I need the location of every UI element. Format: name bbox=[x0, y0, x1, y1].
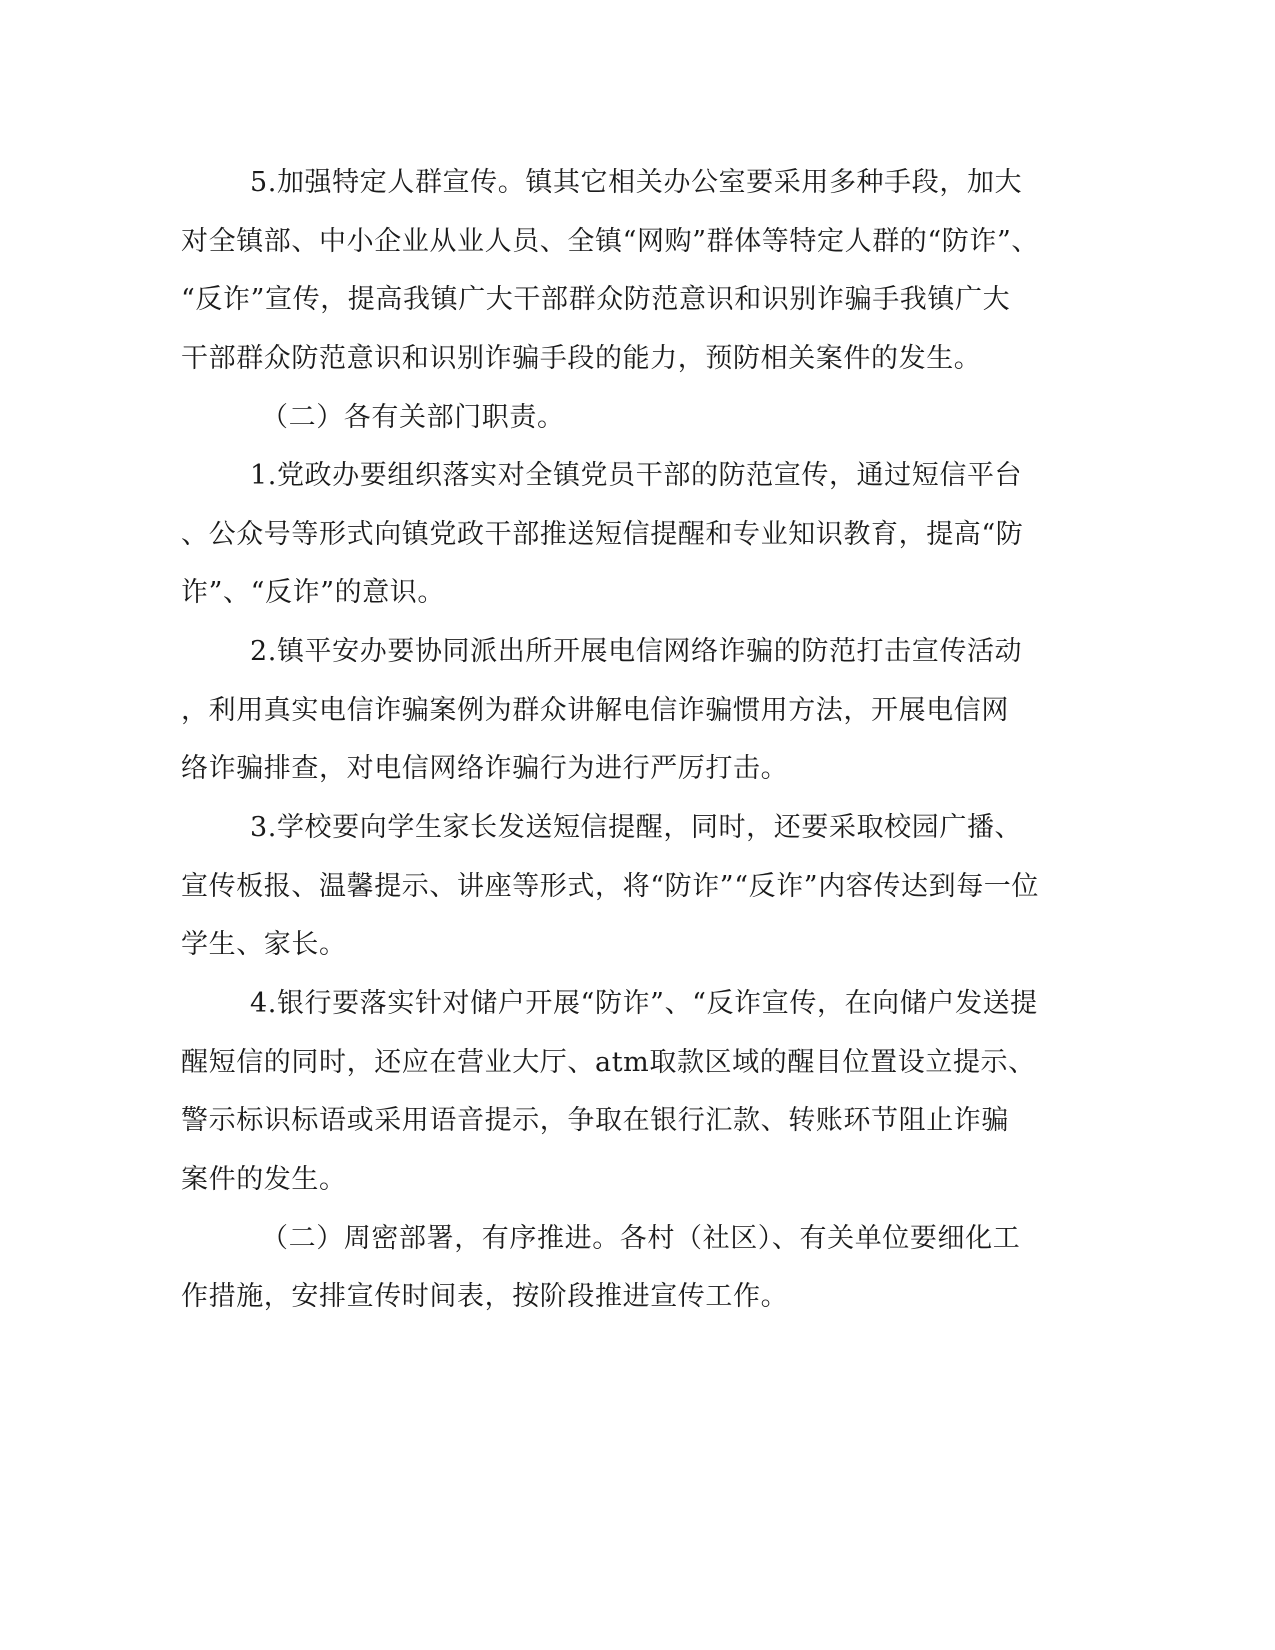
text-line: 作措施，安排宣传时间表，按阶段推进宣传工作。 bbox=[181, 1281, 789, 1313]
paragraph-schools bbox=[181, 799, 1041, 975]
text-line: 案件的发生。 bbox=[181, 1163, 347, 1195]
text-line: 2.镇平安办要协同派出所开展电信网络诈骗的防范打击宣传活动 bbox=[250, 636, 1023, 668]
text-line: 干部群众防范意识和识别诈骗手段的能力，预防相关案件的发生。 bbox=[181, 342, 982, 374]
text-line: （二）各有关部门职责。 bbox=[261, 401, 565, 433]
paragraph-party-office bbox=[181, 447, 1041, 623]
text-line: 4.银行要落实针对储户开展“防诈”、“反诈宣传，在向储户发送提 bbox=[250, 987, 1038, 1019]
text-line: 、公众号等形式向镇党政干部推送短信提醒和专业知识教育，提高“防 bbox=[181, 518, 1024, 550]
text-line: 1.党政办要组织落实对全镇党员干部的防范宣传，通过短信平台 bbox=[250, 460, 1023, 492]
text-line: 诈”、“反诈”的意识。 bbox=[181, 577, 446, 609]
paragraph-deployment bbox=[181, 1210, 1041, 1327]
text-line: 学生、家长。 bbox=[181, 929, 347, 961]
text-line: 警示标识标语或采用语音提示，争取在银行汇款、转账环节阻止诈骗 bbox=[181, 1105, 1009, 1137]
paragraph-special-groups bbox=[181, 154, 1041, 389]
text-line: （二）周密部署，有序推进。各村（社区）、有关单位要细化工 bbox=[261, 1222, 1021, 1254]
text-line: 宣传板报、温馨提示、讲座等形式，将“防诈”“反诈”内容传达到每一位 bbox=[181, 870, 1040, 902]
text-line: 对全镇部、中小企业从业人员、全镇“网购”群体等特定人群的“防诈”、 bbox=[181, 225, 1040, 257]
text-line: “反诈”宣传，提高我镇广大干部群众防范意识和识别诈骗手我镇广大 bbox=[181, 284, 1011, 316]
text-line: 5.加强特定人群宣传。镇其它相关办公室要采用多种手段，加大 bbox=[250, 167, 1023, 198]
text-line: 络诈骗排查，对电信网络诈骗行为进行严厉打击。 bbox=[181, 753, 789, 785]
text-line: 醒短信的同时，还应在营业大厅、atm取款区域的醒目位置设立提示、 bbox=[181, 1046, 1036, 1078]
paragraph-safety-office bbox=[181, 623, 1041, 799]
paragraph-banks bbox=[181, 975, 1041, 1210]
text-line: 3.学校要向学生家长发送短信提醒，同时，还要采取校园广播、 bbox=[250, 812, 1023, 844]
section-heading-duties bbox=[181, 389, 1041, 448]
text-line: ，利用真实电信诈骗案例为群众讲解电信诈骗惯用方法，开展电信网 bbox=[181, 694, 1009, 726]
document-body bbox=[181, 154, 1041, 1327]
